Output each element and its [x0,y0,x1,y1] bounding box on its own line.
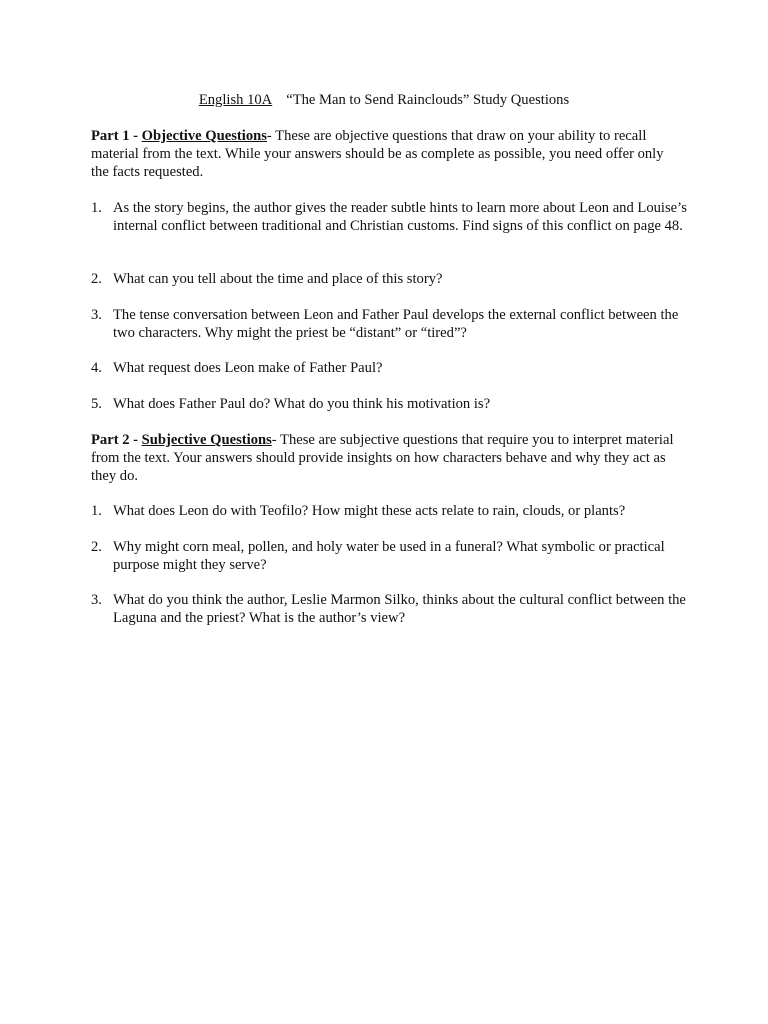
question-number: 4. [91,360,102,376]
question-number: 3. [91,307,102,323]
part2-intro-text: - These are subjective questions that require you to interpret material from the text. Your answers should provide insights on how characters behave and why they act as they do. [91,432,674,484]
question-item [91,360,691,378]
part2-label: Part 2 - [91,432,142,448]
part1-intro [91,128,681,181]
question-item [91,396,691,414]
question-text: What request does Leon make of Father Paul? [113,360,383,376]
question-number: 2. [91,539,102,555]
part1-label: Part 1 - [91,128,142,144]
question-item [91,200,691,236]
question-text: What can you tell about the time and place of this story? [113,271,443,287]
question-text: What does Father Paul do? What do you think his motivation is? [113,396,491,412]
question-number: 5. [91,396,102,412]
question-item [91,307,691,343]
question-number: 1. [91,503,102,519]
title-text: “The Man to Send Rainclouds” Study Questions [286,92,570,108]
question-number: 2. [91,271,102,287]
question-text: Why might corn meal, pollen, and holy water be used in a funeral? What symbolic or practical purpose might they serve? [113,539,665,573]
part2-intro [91,432,681,485]
question-item [91,539,691,575]
question-item [91,503,691,521]
question-item [91,592,691,628]
question-text: As the story begins, the author gives the reader subtle hints to learn more about Leon and Louise’s internal conflict between traditional and Christian customs. Find signs of this conflict on page 48. [113,200,687,234]
question-number: 1. [91,200,102,216]
course-name: English 10A [198,92,273,108]
part2-heading: Subjective Questions [141,432,272,448]
question-text: The tense conversation between Leon and Father Paul develops the external conflict between the two characters. Why might the priest be “distant” or “tired”? [113,307,679,341]
question-text: What do you think the author, Leslie Marmon Silko, thinks about the cultural conflict between the Laguna and the priest? What is the author’s view? [113,592,686,626]
question-item [91,271,691,289]
document-title [0,92,768,110]
question-text: What does Leon do with Teofilo? How might these acts relate to rain, clouds, or plants? [113,503,626,519]
part1-heading: Objective Questions [141,128,267,144]
question-number: 3. [91,592,102,608]
part1-intro-text: - These are objective questions that draw on your ability to recall material from the text. While your answers should be as complete as possible, you need offer only the facts requested. [91,128,664,180]
